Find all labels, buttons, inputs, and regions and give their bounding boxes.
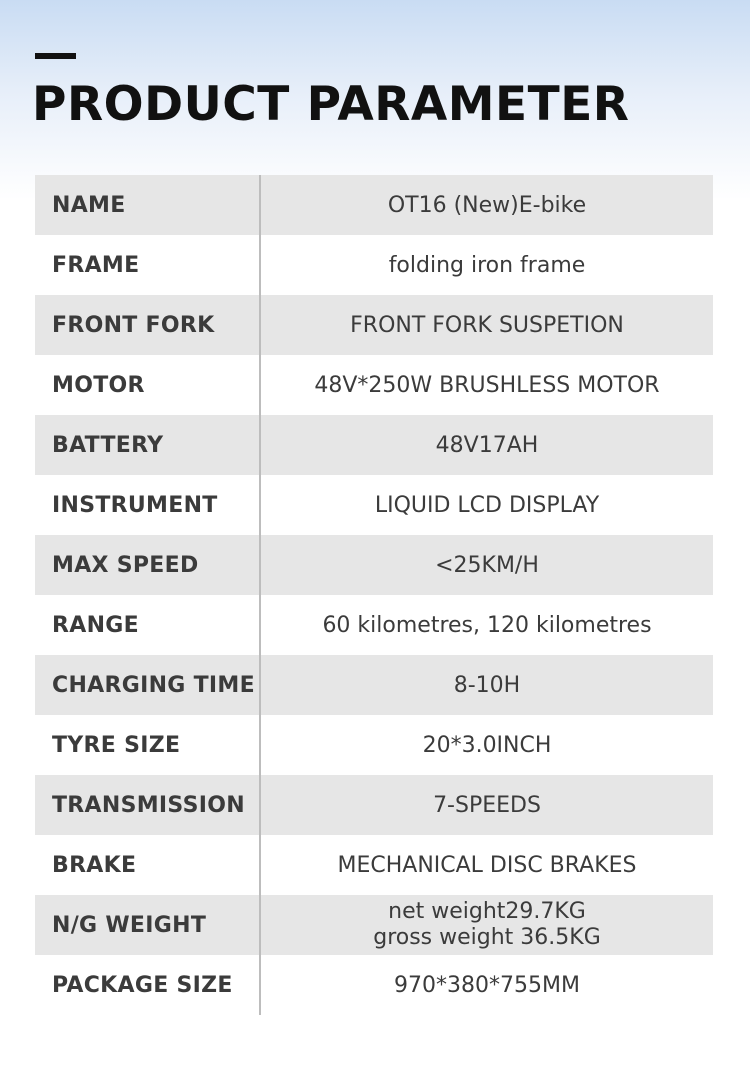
param-label: INSTRUMENT bbox=[35, 475, 261, 535]
parameter-table bbox=[35, 175, 713, 1015]
param-value bbox=[261, 895, 713, 955]
param-value: 48V*250W BRUSHLESS MOTOR bbox=[314, 372, 660, 398]
table-row bbox=[35, 895, 713, 955]
table-row bbox=[35, 235, 713, 295]
param-label: MOTOR bbox=[35, 355, 261, 415]
table-row bbox=[35, 175, 713, 235]
param-value: <25KM/H bbox=[261, 535, 713, 595]
net-weight-value: net weight29.7KG bbox=[388, 899, 586, 924]
table-row bbox=[35, 475, 713, 535]
param-label: RANGE bbox=[35, 595, 261, 655]
table-row bbox=[35, 535, 713, 595]
param-label: BATTERY bbox=[35, 415, 261, 475]
param-label: N/G WEIGHT bbox=[35, 895, 261, 955]
param-value: FRONT FORK SUSPETION bbox=[261, 295, 713, 355]
param-label: TYRE SIZE bbox=[35, 715, 261, 775]
param-value: LIQUID LCD DISPLAY bbox=[374, 492, 600, 518]
table-row bbox=[35, 835, 713, 895]
param-value: MECHANICAL DISC BRAKES bbox=[337, 852, 637, 878]
table-row bbox=[35, 955, 713, 1015]
param-label: TRANSMISSION bbox=[35, 775, 261, 835]
gross-weight-value: gross weight 36.5KG bbox=[373, 925, 601, 950]
param-label: CHARGING TIME bbox=[35, 655, 261, 715]
param-value: 60 kilometres, 120 kilometres bbox=[322, 612, 652, 638]
table-row bbox=[35, 595, 713, 655]
param-label: FRONT FORK bbox=[35, 295, 261, 355]
table-row bbox=[35, 415, 713, 475]
param-label: FRAME bbox=[35, 235, 261, 295]
page-title: PRODUCT PARAMETER bbox=[32, 77, 630, 132]
param-value: 970*380*755MM bbox=[394, 972, 580, 998]
table-row bbox=[35, 355, 713, 415]
table-row bbox=[35, 775, 713, 835]
param-label: PACKAGE SIZE bbox=[35, 955, 261, 1015]
table-row bbox=[35, 295, 713, 355]
param-label: MAX SPEED bbox=[35, 535, 261, 595]
table-row bbox=[35, 715, 713, 775]
param-value: OT16 (New)E-bike bbox=[261, 175, 713, 235]
param-label: NAME bbox=[35, 175, 261, 235]
param-value: 8-10H bbox=[261, 655, 713, 715]
param-value: folding iron frame bbox=[388, 252, 586, 278]
param-value: 20*3.0INCH bbox=[422, 732, 552, 758]
param-value: 7-SPEEDS bbox=[261, 775, 713, 835]
table-row bbox=[35, 655, 713, 715]
param-value: 48V17AH bbox=[261, 415, 713, 475]
param-value-stack bbox=[373, 899, 601, 951]
param-label: BRAKE bbox=[35, 835, 261, 895]
title-accent-bar bbox=[35, 53, 76, 59]
